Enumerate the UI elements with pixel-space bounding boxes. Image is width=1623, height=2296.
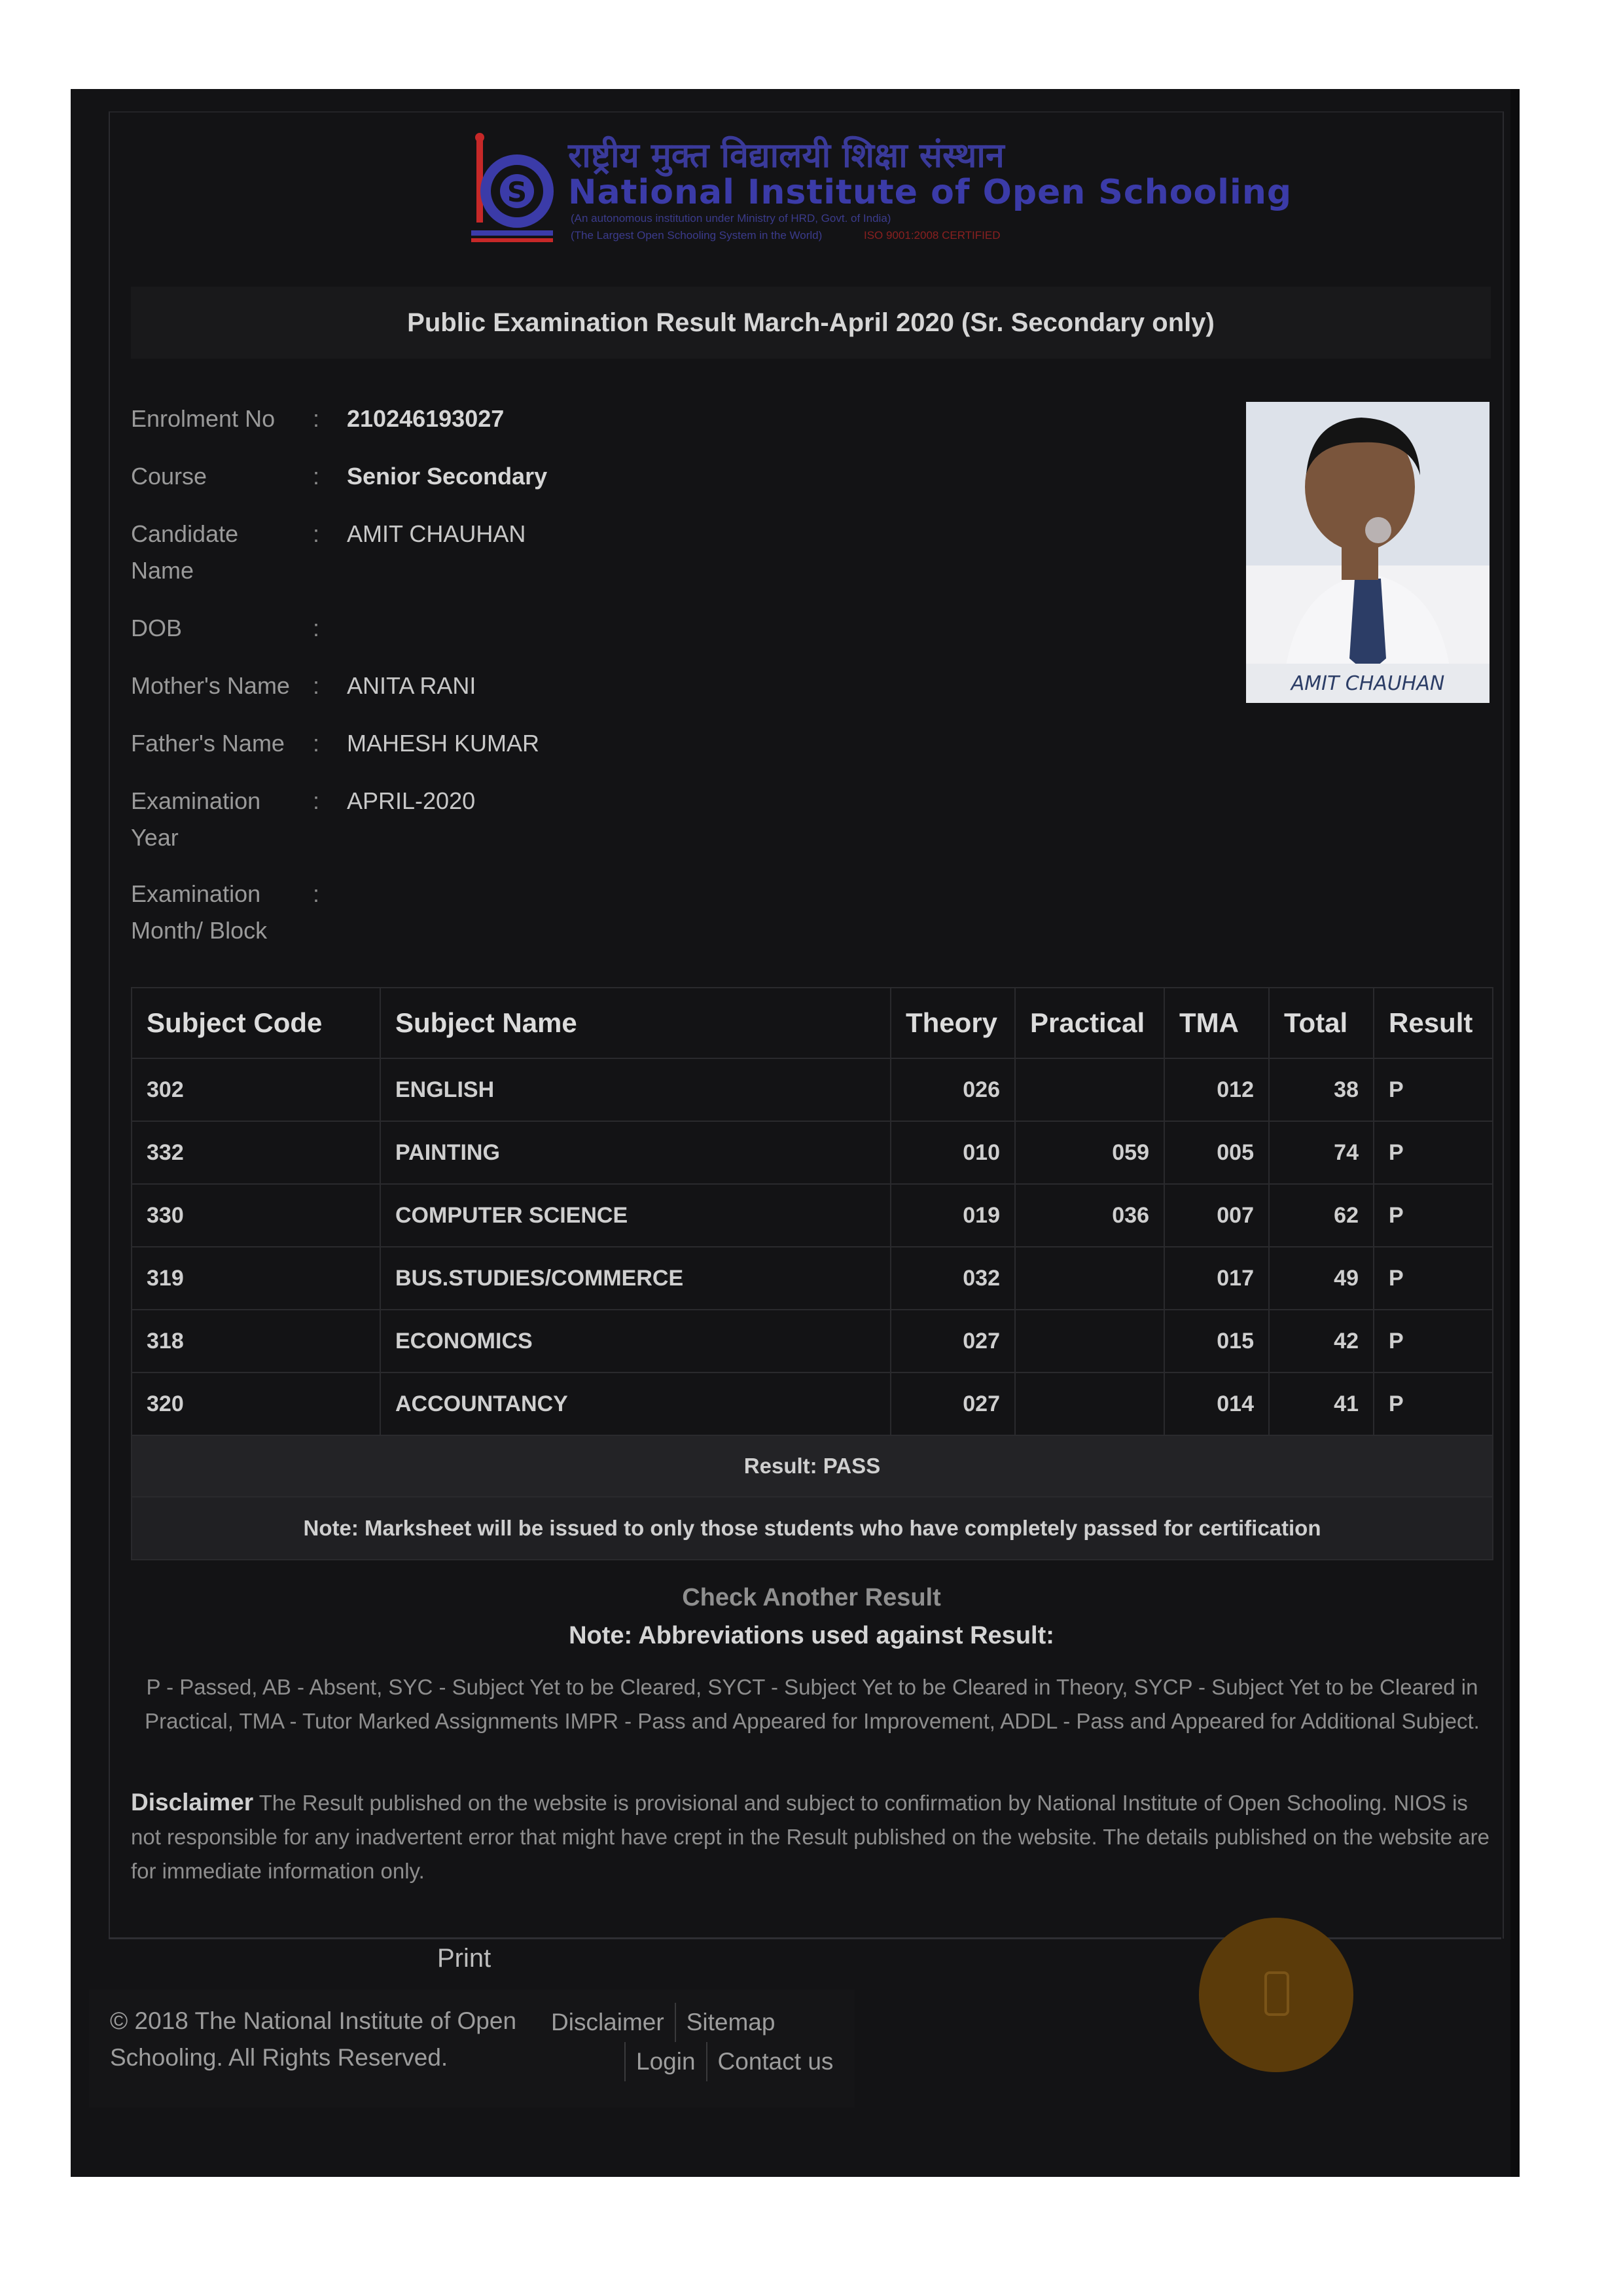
- subject-code: 330: [132, 1184, 380, 1247]
- floating-action-button[interactable]: [1199, 1918, 1353, 2072]
- disclaimer-title: Disclaimer: [131, 1789, 254, 1816]
- tma-marks: 015: [1164, 1310, 1269, 1372]
- subject-name: ENGLISH: [380, 1058, 891, 1121]
- org-tagline-secondary: (The Largest Open Schooling System in the World): [571, 229, 823, 242]
- marks-table: [131, 987, 1493, 1560]
- subject-code: 332: [132, 1121, 380, 1184]
- enrolment-value: 210246193027: [347, 405, 505, 432]
- header-tma: TMA: [1164, 988, 1269, 1058]
- tma-marks: 007: [1164, 1184, 1269, 1247]
- tma-marks: 017: [1164, 1247, 1269, 1310]
- total-marks: 74: [1269, 1121, 1374, 1184]
- footer-link-login[interactable]: Login: [624, 2042, 706, 2081]
- scrollbar-track: [1510, 89, 1520, 2177]
- subject-name: BUS.STUDIES/COMMERCE: [380, 1247, 891, 1310]
- candidate-photo-image: [1246, 402, 1489, 703]
- print-button[interactable]: Print: [437, 1944, 491, 1973]
- candidate-name-value: AMIT CHAUHAN: [347, 520, 526, 547]
- total-marks: 49: [1269, 1247, 1374, 1310]
- table-row: [132, 1121, 1493, 1184]
- exam-year-label: Examination Year: [131, 787, 261, 851]
- candidate-name-label: Candidate Name: [131, 520, 239, 584]
- signature-image: AMIT CHAUHAN: [1291, 672, 1445, 695]
- subject-code: 318: [132, 1310, 380, 1372]
- subject-result: P: [1374, 1372, 1493, 1435]
- mother-name-label: Mother's Name: [131, 672, 290, 699]
- disclaimer-text: The Result published on the website is provisional and subject to confirmation by National Institute of Open Schooling. NIOS is not responsible for any inadvertent error that might have crept in the Result published on the website. The details published on the website are for immediate information only.: [131, 1791, 1489, 1883]
- subject-result: P: [1374, 1058, 1493, 1121]
- check-another-result-link[interactable]: Check Another Result: [682, 1584, 941, 1611]
- header-total: Total: [1269, 988, 1374, 1058]
- org-name-english: National Institute of Open Schooling: [568, 173, 1293, 212]
- header-theory: Theory: [891, 988, 1015, 1058]
- subject-code: 320: [132, 1372, 380, 1435]
- nios-emblem-icon: [471, 132, 556, 247]
- overall-result: Result: PASS: [132, 1435, 1493, 1497]
- practical-marks: [1015, 1372, 1164, 1435]
- subject-name: ACCOUNTANCY: [380, 1372, 891, 1435]
- subject-name: COMPUTER SCIENCE: [380, 1184, 891, 1247]
- svg-text:S: S: [507, 176, 527, 208]
- tma-marks: 012: [1164, 1058, 1269, 1121]
- org-tagline: (An autonomous institution under Ministry of HRD, Govt. of India): [571, 212, 891, 224]
- practical-marks: [1015, 1310, 1164, 1372]
- father-name-label: Father's Name: [131, 730, 285, 757]
- page-title: Public Examination Result March-April 2020 (Sr. Secondary only): [131, 287, 1491, 359]
- exam-year-value: APRIL-2020: [347, 787, 476, 814]
- total-marks: 38: [1269, 1058, 1374, 1121]
- theory-marks: 027: [891, 1310, 1015, 1372]
- theory-marks: 010: [891, 1121, 1015, 1184]
- table-row: [132, 1058, 1493, 1121]
- subject-result: P: [1374, 1247, 1493, 1310]
- tma-marks: 014: [1164, 1372, 1269, 1435]
- course-label: Course: [131, 463, 207, 490]
- theory-marks: 019: [891, 1184, 1015, 1247]
- footer-link-sitemap[interactable]: Sitemap: [675, 2003, 786, 2042]
- footer-link-contact[interactable]: Contact us: [706, 2042, 844, 2081]
- footer-links: [541, 2003, 855, 2081]
- footer-link-disclaimer[interactable]: Disclaimer: [551, 2009, 664, 2036]
- table-row: [132, 1247, 1493, 1310]
- header-subject-name: Subject Name: [380, 988, 891, 1058]
- marksheet-note: Note: Marksheet will be issued to only those students who have completely passed for certification: [132, 1497, 1493, 1560]
- theory-marks: 026: [891, 1058, 1015, 1121]
- subject-code: 302: [132, 1058, 380, 1121]
- header-practical: Practical: [1015, 988, 1164, 1058]
- table-row: [132, 1372, 1493, 1435]
- course-value: Senior Secondary: [347, 463, 548, 490]
- practical-marks: [1015, 1247, 1164, 1310]
- table-header-row: [132, 988, 1493, 1058]
- subject-name: PAINTING: [380, 1121, 891, 1184]
- iso-certification: ISO 9001:2008 CERTIFIED: [864, 229, 1001, 242]
- total-marks: 42: [1269, 1310, 1374, 1372]
- table-row: [132, 1184, 1493, 1247]
- enrolment-label: Enrolment No: [131, 405, 276, 432]
- overall-result-row: [132, 1435, 1493, 1497]
- site-footer: [89, 1990, 855, 2108]
- dob-label: DOB: [131, 615, 183, 641]
- father-name-value: MAHESH KUMAR: [347, 730, 540, 757]
- total-marks: 41: [1269, 1372, 1374, 1435]
- practical-marks: 059: [1015, 1121, 1164, 1184]
- exam-month-label: Examination Month/ Block: [131, 880, 268, 944]
- header-subject-code: Subject Code: [132, 988, 380, 1058]
- candidate-photo: [1246, 402, 1489, 703]
- subject-result: P: [1374, 1121, 1493, 1184]
- subject-name: ECONOMICS: [380, 1310, 891, 1372]
- header-result: Result: [1374, 988, 1493, 1058]
- theory-marks: 032: [891, 1247, 1015, 1310]
- subject-result: P: [1374, 1184, 1493, 1247]
- abbreviations-text: P - Passed, AB - Absent, SYC - Subject Yet to be Cleared, SYCT - Subject Yet to be Cleared in Theory, SYCP - Subject Yet to be Cleared in Practical, TMA - Tutor Marked Assignments IMPR - Pass and Appeared for Improvement, ADDL - Pass and Appeared for Additional Subject.: [145, 1675, 1480, 1733]
- practical-marks: 036: [1015, 1184, 1164, 1247]
- nios-logo: [471, 131, 1293, 253]
- tma-marks: 005: [1164, 1121, 1269, 1184]
- org-name-hindi: राष्ट्रीय मुक्त विद्यालयी शिक्षा संस्थान: [568, 136, 1005, 175]
- subject-code: 319: [132, 1247, 380, 1310]
- chat-icon: [1264, 1971, 1289, 2016]
- practical-marks: [1015, 1058, 1164, 1121]
- subject-result: P: [1374, 1310, 1493, 1372]
- disclaimer-section: [131, 1785, 1499, 1888]
- table-row: [132, 1310, 1493, 1372]
- mother-name-value: ANITA RANI: [347, 672, 476, 699]
- copyright-text: © 2018 The National Institute of Open Schooling. All Rights Reserved.: [110, 2007, 517, 2071]
- marksheet-note-row: [132, 1497, 1493, 1560]
- theory-marks: 027: [891, 1372, 1015, 1435]
- abbreviations-title: Note: Abbreviations used against Result:: [569, 1622, 1054, 1649]
- total-marks: 62: [1269, 1184, 1374, 1247]
